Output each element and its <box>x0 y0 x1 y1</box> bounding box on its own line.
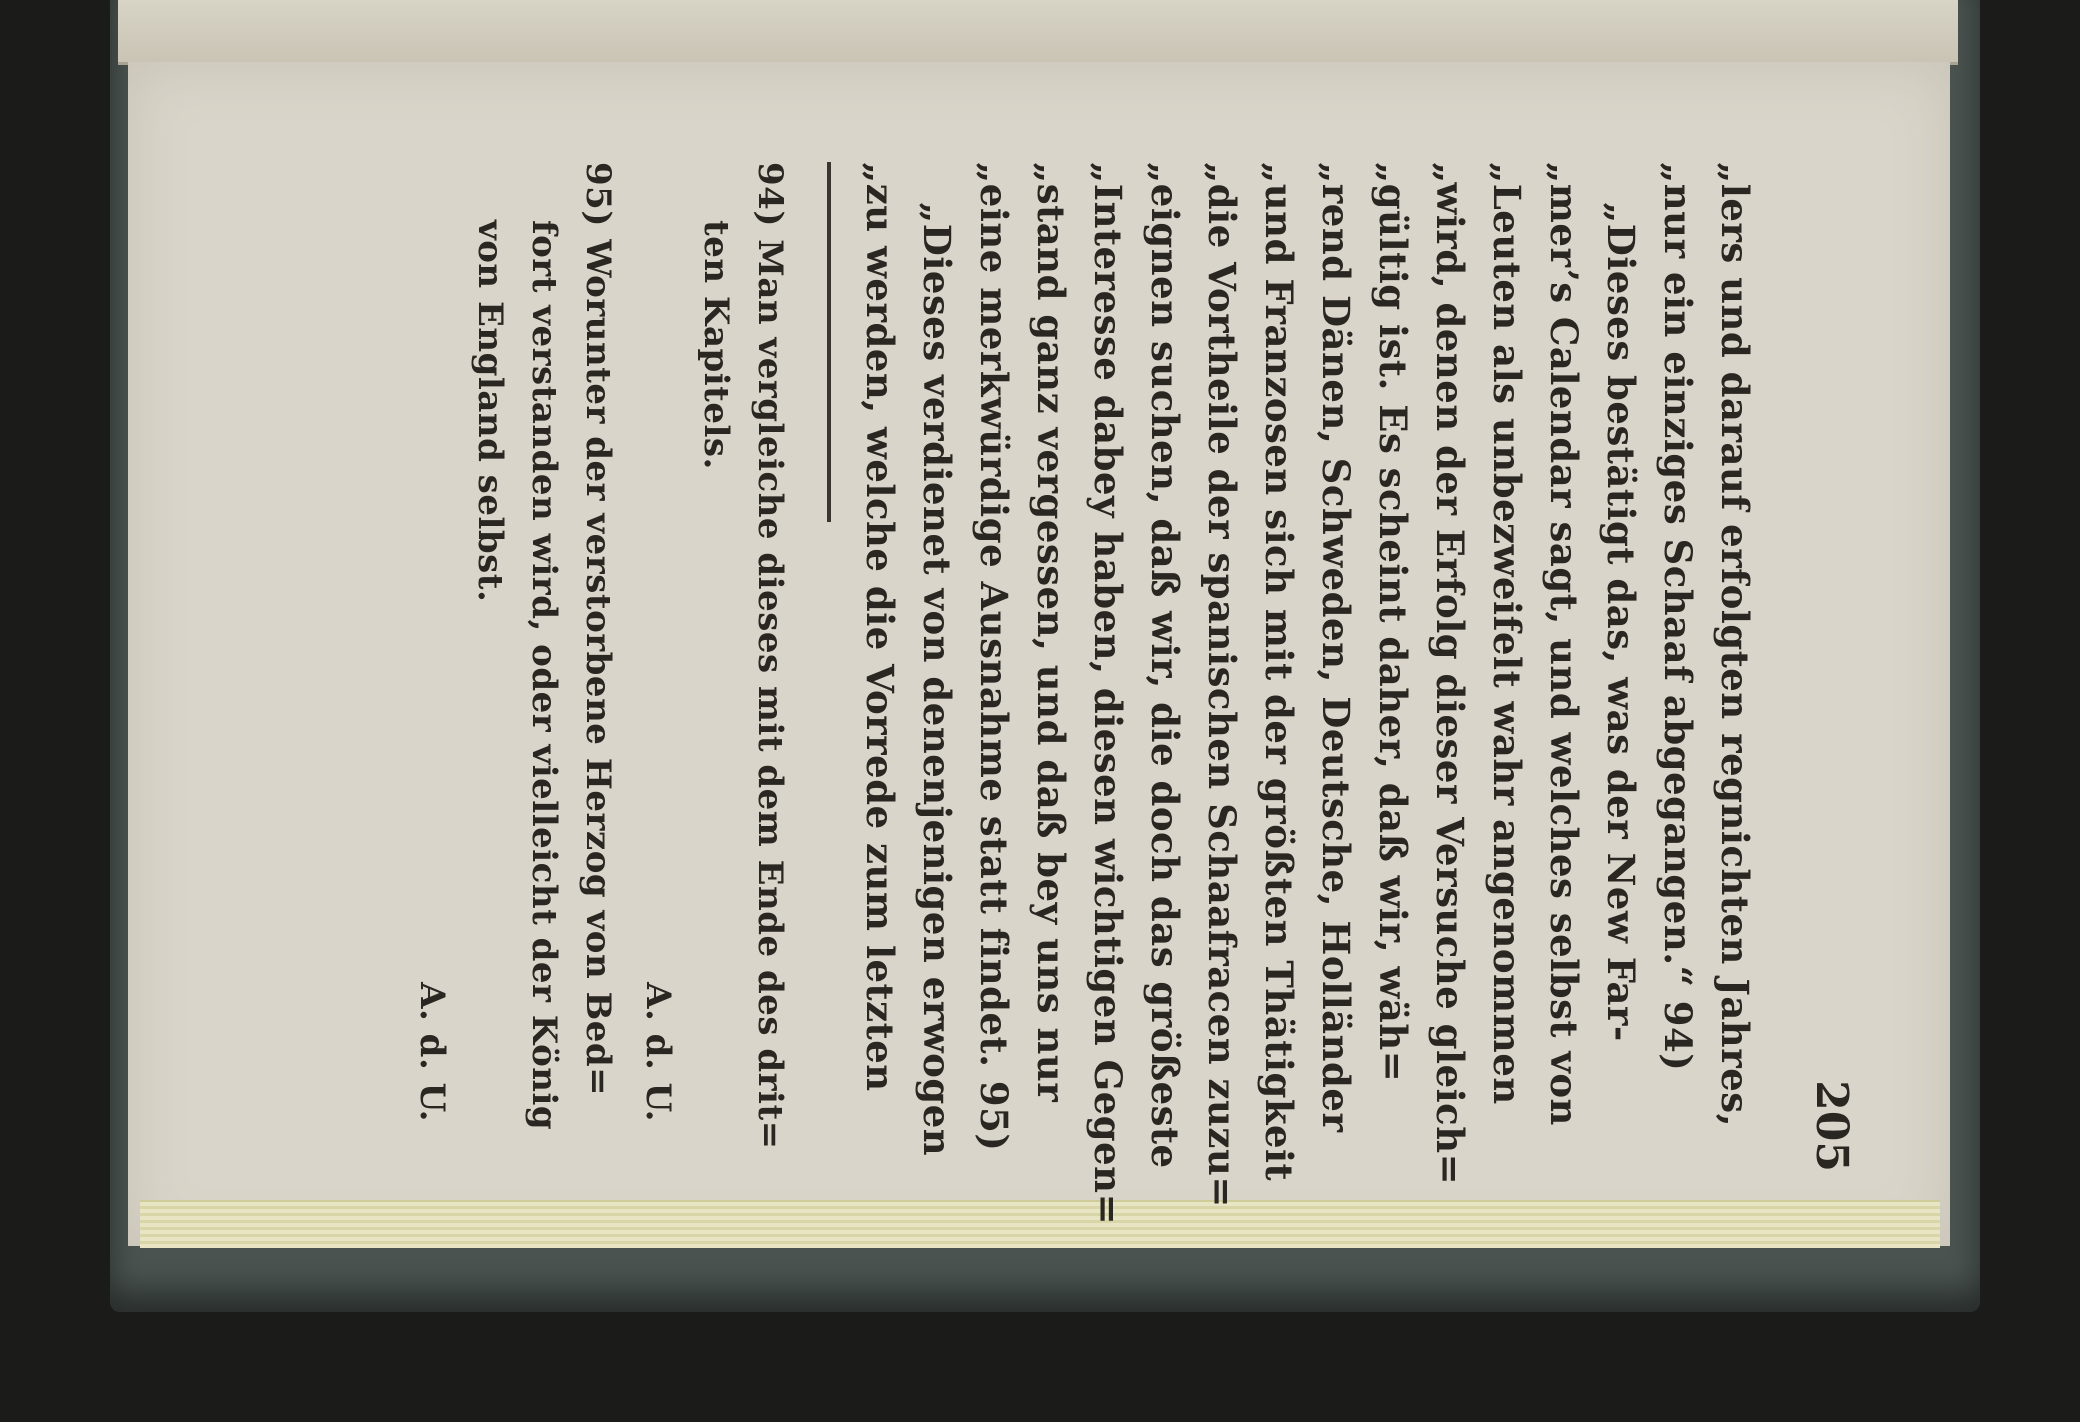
page-number: 205 <box>1806 1080 1857 1172</box>
text-line: „Leuten als unbezweifelt wahr angenommen <box>1485 162 1529 1105</box>
text-line: „eignen suchen, daß wir, die doch das größeste <box>1143 162 1187 1169</box>
rotated-page-content <box>223 82 1893 1242</box>
text-line: „rend Dänen, Schweden, Deutsche, Holländer <box>1314 162 1358 1133</box>
text-line: „stand ganz vergessen, und daß bey uns nur <box>1029 162 1073 1103</box>
footnote-line: 95) Worunter der verstorbene Herzog von Bed= <box>578 162 618 1097</box>
footnote-signature: A. d. U. <box>638 982 678 1122</box>
footnote-line: ten Kapitels. <box>696 220 736 470</box>
text-line: „Dieses verdienet von denenjenigen erwogen <box>915 202 959 1157</box>
footnote-line: von England selbst. <box>470 220 510 603</box>
text-line: „Interesse dabey haben, diesen wichtigen Gegen= <box>1086 162 1130 1226</box>
text-line: „und Franzosen sich mit der größten Thätigkeit <box>1257 162 1301 1182</box>
text-line: „zu werden, welche die Vorrede zum letzten <box>858 162 902 1092</box>
main-text <box>399 162 1763 1226</box>
footnote-divider <box>827 162 831 522</box>
footnote-line: fort verstanden wird, oder vielleicht der König <box>524 220 564 1131</box>
opposite-page-edge <box>118 0 1958 65</box>
footnote-line: 94) Man vergleiche dieses mit dem Ende des drit= <box>750 162 790 1150</box>
text-line: „gültig ist. Es scheint daher, daß wir, wäh= <box>1371 162 1415 1083</box>
text-line: „wird, denen der Erfolg dieser Versuche gleich= <box>1428 162 1472 1186</box>
text-line: „Dieses bestätigt das, was der New Far- <box>1599 202 1643 1042</box>
text-line: „eine merkwürdige Ausnahme statt findet. 95) <box>972 162 1016 1152</box>
text-line: „die Vortheile der spanischen Schaafracen zuzu= <box>1200 162 1244 1208</box>
footnote-94 <box>631 162 797 1162</box>
footnote-signature: A. d. U. <box>412 982 452 1122</box>
text-line: „lers und darauf erfolgten regnichten Jahres, <box>1713 162 1757 1127</box>
text-line: „mer’s Calendar sagt, und welches selbst von <box>1542 162 1586 1126</box>
text-line: „nur ein einziges Schaaf abgegangen.“ 94) <box>1656 162 1700 1072</box>
footnote-95 <box>405 162 625 1162</box>
